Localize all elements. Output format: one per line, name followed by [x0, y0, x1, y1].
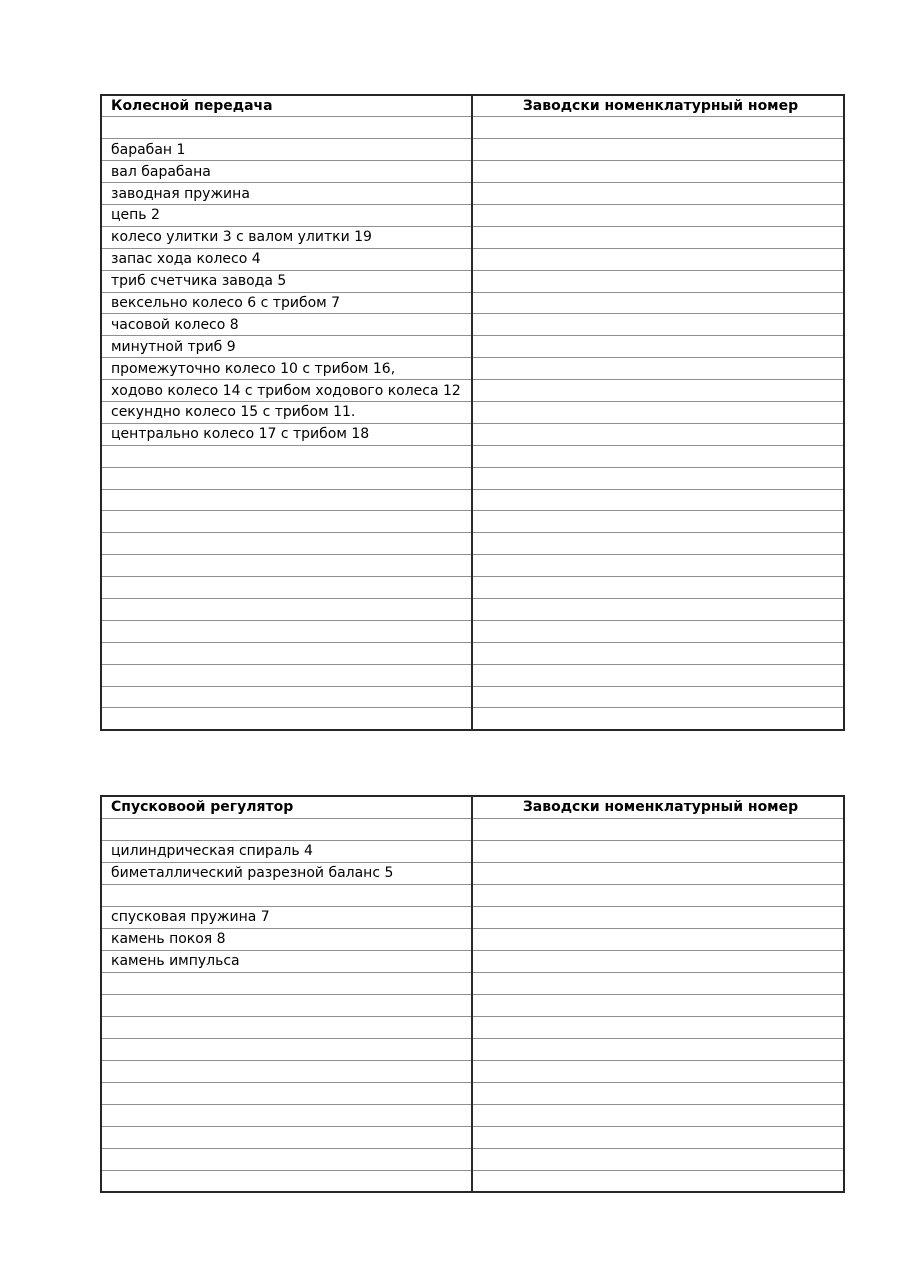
part-name-cell [101, 972, 472, 994]
part-name-cell: колесо улитки 3 с валом улитки 19 [101, 226, 472, 248]
part-name-cell: цепь 2 [101, 204, 472, 226]
nomenclature-number-cell [472, 1016, 844, 1038]
part-name-cell [101, 1170, 472, 1192]
table-row [101, 906, 844, 928]
table-row [101, 117, 844, 139]
table-row [101, 226, 844, 248]
part-name-cell: камень покоя 8 [101, 928, 472, 950]
nomenclature-number-cell [472, 818, 844, 840]
nomenclature-number-cell [472, 533, 844, 555]
part-name-cell [101, 708, 472, 730]
nomenclature-number-cell [472, 928, 844, 950]
table-row [101, 928, 844, 950]
part-name-cell [101, 994, 472, 1016]
table-row [101, 248, 844, 270]
nomenclature-number-cell [472, 183, 844, 205]
part-name-cell: центрально колесо 17 с трибом 18 [101, 423, 472, 445]
wheel-train-title: Колесной передача [101, 95, 472, 117]
part-name-cell [101, 1148, 472, 1170]
nomenclature-number-cell [472, 994, 844, 1016]
nomenclature-number-cell [472, 664, 844, 686]
nomenclature-number-cell [472, 161, 844, 183]
nomenclature-number-cell [472, 708, 844, 730]
table-row [101, 270, 844, 292]
part-name-cell [101, 598, 472, 620]
part-name-cell [101, 555, 472, 577]
part-name-cell [101, 1082, 472, 1104]
table-header-row [101, 95, 844, 117]
table-row [101, 598, 844, 620]
part-name-cell [101, 1038, 472, 1060]
table-row [101, 708, 844, 730]
nomenclature-number-cell [472, 642, 844, 664]
part-name-cell [101, 620, 472, 642]
nomenclature-number-cell [472, 401, 844, 423]
escapement-regulator-table [100, 795, 845, 1193]
table-row [101, 840, 844, 862]
part-name-cell: спусковая пружина 7 [101, 906, 472, 928]
nomenclature-number-cell [472, 555, 844, 577]
wheel-train-table [100, 94, 845, 731]
part-name-cell: часовой колесо 8 [101, 314, 472, 336]
nomenclature-number-cell [472, 139, 844, 161]
nomenclature-number-cell [472, 423, 844, 445]
table-row [101, 862, 844, 884]
table-row [101, 818, 844, 840]
part-name-cell: вал барабана [101, 161, 472, 183]
nomenclature-number-cell [472, 292, 844, 314]
table-row [101, 445, 844, 467]
part-name-cell [101, 1104, 472, 1126]
table-row [101, 555, 844, 577]
part-name-cell: запас хода колесо 4 [101, 248, 472, 270]
part-name-cell [101, 1060, 472, 1082]
table-row [101, 358, 844, 380]
nomenclature-number-cell [472, 248, 844, 270]
table-row [101, 642, 844, 664]
table-row [101, 1126, 844, 1148]
nomenclature-number-cell [472, 445, 844, 467]
nomenclature-number-cell [472, 686, 844, 708]
table-row [101, 577, 844, 599]
part-name-cell [101, 642, 472, 664]
nomenclature-number-cell [472, 226, 844, 248]
nomenclature-number-cell [472, 906, 844, 928]
nomenclature-number-cell [472, 972, 844, 994]
nomenclature-number-cell [472, 1148, 844, 1170]
table-row [101, 204, 844, 226]
table-header-row [101, 796, 844, 818]
nomenclature-number-cell [472, 1170, 844, 1192]
part-name-cell [101, 577, 472, 599]
nomenclature-number-cell [472, 1038, 844, 1060]
part-name-cell [101, 818, 472, 840]
part-name-cell [101, 884, 472, 906]
table-row [101, 1082, 844, 1104]
nomenclature-number-cell [472, 620, 844, 642]
table-row [101, 489, 844, 511]
part-name-cell [101, 664, 472, 686]
table-row [101, 183, 844, 205]
part-name-cell: заводная пружина [101, 183, 472, 205]
part-name-cell: промежуточно колесо 10 с трибом 16, [101, 358, 472, 380]
table-row [101, 620, 844, 642]
table-row [101, 884, 844, 906]
nomenclature-number-cell [472, 117, 844, 139]
part-name-cell: минутной триб 9 [101, 336, 472, 358]
escapement-regulator-title: Спусковоой регулятор [101, 796, 472, 818]
table-row [101, 1038, 844, 1060]
nomenclature-number-cell [472, 489, 844, 511]
part-name-cell [101, 686, 472, 708]
nomenclature-number-cell [472, 577, 844, 599]
nomenclature-number-cell [472, 884, 844, 906]
part-name-cell: камень импульса [101, 950, 472, 972]
part-name-cell [101, 1126, 472, 1148]
nomenclature-number-cell [472, 380, 844, 402]
part-name-cell [101, 511, 472, 533]
part-name-cell: барабан 1 [101, 139, 472, 161]
nomenclature-number-cell [472, 314, 844, 336]
table-row [101, 467, 844, 489]
nomenclature-number-cell [472, 204, 844, 226]
table-row [101, 139, 844, 161]
nomenclature-number-cell [472, 1082, 844, 1104]
part-name-cell: ходово колесо 14 с трибом ходового колеса 12 [101, 380, 472, 402]
nomenclature-number-cell [472, 950, 844, 972]
part-name-cell: вексельно колесо 6 с трибом 7 [101, 292, 472, 314]
table-row [101, 1016, 844, 1038]
table-row [101, 533, 844, 555]
table-row [101, 401, 844, 423]
table-row [101, 1060, 844, 1082]
table-row [101, 314, 844, 336]
table-row [101, 336, 844, 358]
table-row [101, 994, 844, 1016]
nomenclature-number-header: Заводски номенклатурный номер [472, 95, 844, 117]
table-row [101, 380, 844, 402]
part-name-cell [101, 117, 472, 139]
part-name-cell [101, 445, 472, 467]
nomenclature-number-cell [472, 598, 844, 620]
nomenclature-number-cell [472, 1104, 844, 1126]
nomenclature-number-cell [472, 862, 844, 884]
table-row [101, 1104, 844, 1126]
nomenclature-number-header: Заводски номенклатурный номер [472, 796, 844, 818]
table-row [101, 972, 844, 994]
nomenclature-number-cell [472, 840, 844, 862]
nomenclature-number-cell [472, 270, 844, 292]
table-row [101, 1148, 844, 1170]
table-row [101, 1170, 844, 1192]
part-name-cell: триб счетчика завода 5 [101, 270, 472, 292]
part-name-cell: биметаллический разрезной баланс 5 [101, 862, 472, 884]
table-row [101, 292, 844, 314]
nomenclature-number-cell [472, 336, 844, 358]
part-name-cell: цилиндрическая спираль 4 [101, 840, 472, 862]
table-row [101, 423, 844, 445]
nomenclature-number-cell [472, 467, 844, 489]
part-name-cell: секундно колесо 15 с трибом 11. [101, 401, 472, 423]
nomenclature-number-cell [472, 1126, 844, 1148]
part-name-cell [101, 1016, 472, 1038]
table-row [101, 511, 844, 533]
table-row [101, 161, 844, 183]
part-name-cell [101, 533, 472, 555]
part-name-cell [101, 467, 472, 489]
table-row [101, 950, 844, 972]
part-name-cell [101, 489, 472, 511]
table-row [101, 664, 844, 686]
nomenclature-number-cell [472, 1060, 844, 1082]
nomenclature-number-cell [472, 511, 844, 533]
nomenclature-number-cell [472, 358, 844, 380]
table-row [101, 686, 844, 708]
